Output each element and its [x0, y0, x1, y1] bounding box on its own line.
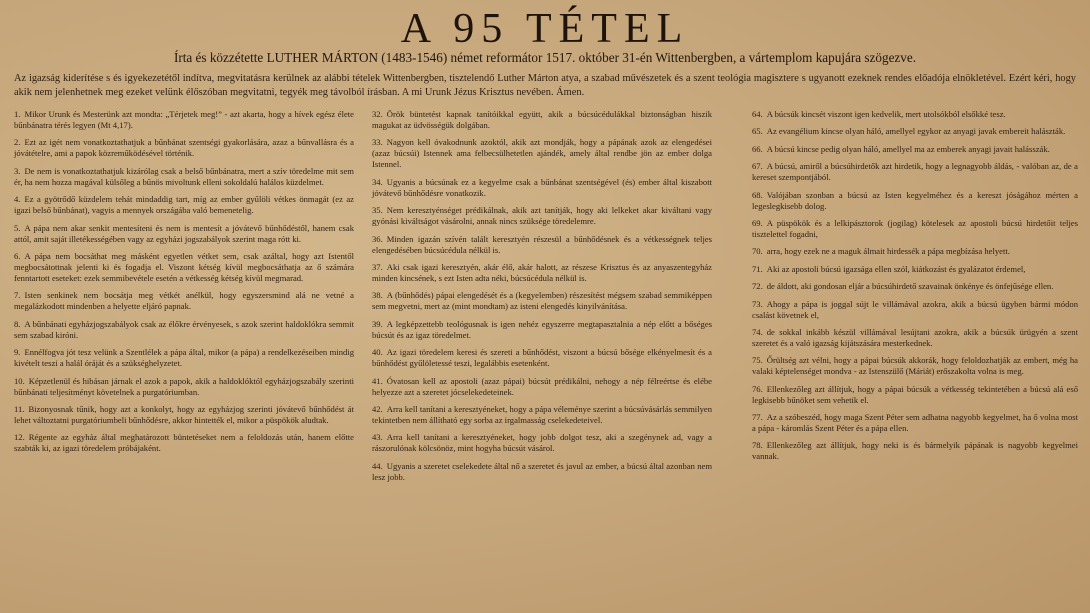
- thesis-item: [14, 223, 354, 245]
- thesis-item: [752, 109, 1078, 120]
- thesis-item: [752, 264, 1078, 275]
- thesis-text: Aki az apostoli búcsú igazsága ellen szól, kiátkozást és gyalázatot érdemel,: [766, 263, 1026, 274]
- thesis-number: 35.: [372, 205, 383, 216]
- thesis-number: 40.: [372, 347, 383, 358]
- thesis-text: de áldott, aki gondosan eljár a búcsúhirdető szavainak önkénye és önfejűsége ellen.: [766, 281, 1054, 292]
- thesis-number: 33.: [372, 137, 383, 148]
- thesis-text: Nem keresztyénséget prédikálnak, akik azt tanítják, hogy aki lelkeket akar kiváltani vagy gyónási kiváltságot vásárolni, annak nincs szüksége töredelemre.: [372, 205, 712, 227]
- thesis-item: [14, 194, 354, 216]
- thesis-text: Ellenkezőleg azt állítjuk, hogy neki is és bármelyik pápának is nagyobb kegyelmei vannak.: [752, 440, 1078, 462]
- thesis-item: [14, 432, 354, 454]
- thesis-text: Isten senkinek nem bocsátja meg vétkét anélkül, hogy egyszersmind alá ne vetné a megalázkodott mindenben a helyette eljáró papnak.: [14, 290, 354, 312]
- thesis-number: 1.: [14, 109, 21, 119]
- thesis-item: [372, 432, 712, 454]
- thesis-item: [752, 384, 1078, 406]
- thesis-number: 74.: [752, 326, 763, 337]
- thesis-text: Ezt az igét nem vonatkoztathatjuk a bűnbánat szentségi gyakorlására, azaz a bűnvallásra és a jóvátételre, ami a papok közreműködésével történik.: [14, 137, 354, 159]
- thesis-item: [14, 376, 354, 398]
- thesis-item: [372, 290, 712, 312]
- thesis-item: [372, 376, 712, 398]
- thesis-text: Aki csak igazi keresztyén, akár élő, akár halott, az részese Krisztus és az anyaszentegyház minden kincsének, s ezt Isten adta néki, búcsúcédula nélkül is.: [372, 261, 712, 283]
- thesis-item: [372, 109, 712, 131]
- thesis-text: A pápa nem bocsáthat meg másként egyetlen vétket sem, csak azáltal, hogy azt Istentől megbocsátottnak jelenti ki és fogadja el. Viszont kétség kívül megbocsáthatja az ő számára fenntartott eseteket: ezek semmibevétele esetén a vétkesség kétség kívül megmarad.: [14, 250, 354, 283]
- thesis-number: 71.: [752, 263, 763, 274]
- thesis-text: Minden igazán szívén talált keresztyén részesül a bűnhődésnek és a vétkességnek teljes elengedésében búcsúcédula nélkül is.: [372, 233, 712, 255]
- thesis-text: Ugyanis a búcsúnak ez a kegyelme csak a bűnbánat szentségével (és) ember által kiszabott jóvátevő bűnhődésre vonatkozik.: [372, 176, 712, 198]
- thesis-number: 42.: [372, 403, 383, 414]
- thesis-number: 76.: [752, 383, 763, 394]
- thesis-text: Bizonyosnak tűnik, hogy azt a konkolyt, hogy az egyházjog szerinti jóvátevő bűnhődést át lehet változtatni purgatóriumbeli bűnhődésre, akkor hintették el, mikor a püspökök aludtak.: [14, 403, 354, 425]
- thesis-number: 10.: [14, 375, 25, 386]
- thesis-number: 34.: [372, 176, 383, 187]
- thesis-item: [752, 218, 1078, 240]
- thesis-column-2: [372, 109, 712, 489]
- thesis-text: A legképzettebb teológusnak is igen nehéz egyszerre megtapasztalnia a nép előtt a bőséges búcsút és az igaz töredelmet.: [372, 318, 712, 340]
- thesis-text: A bűnbánati egyházjogszabályok csak az élőkre érvényesek, s azok szerint haldoklókra semmit sem szabad kiróni.: [14, 318, 354, 340]
- thesis-number: 2.: [14, 137, 21, 148]
- thesis-item: [372, 319, 712, 341]
- thesis-text: A búcsú kincse pedig olyan háló, amellyel ma az emberek anyagi javait halásszák.: [766, 143, 1050, 154]
- thesis-item: [14, 109, 354, 131]
- thesis-text: de sokkal inkább készül villámával lesújtani azokra, akik a búcsúk ürügyén a szent szeretet és a való igazság kijátszására mesterkednek.: [752, 326, 1078, 348]
- thesis-item: [14, 290, 354, 312]
- thesis-item: [372, 234, 712, 256]
- thesis-number: 11.: [14, 403, 25, 414]
- thesis-number: 72.: [752, 281, 763, 292]
- thesis-number: 68.: [752, 189, 763, 200]
- thesis-item: [372, 347, 712, 369]
- thesis-text: De nem is vonatkoztathatjuk kizárólag csak a belső bűnbánatra, mert a szív töredelme mit sem ér, ha nem hozza magával külsőleg a bűnös mivoltunk elleni sokoldalú halálos küzdelmet.: [14, 165, 354, 187]
- thesis-item: [14, 319, 354, 341]
- intro-paragraph: Az igazság kiderítése s és igyekezetétől indítva, megvitatásra kerülnek az alábbi tételek Wittenbergben, tisztelendő Luther Márton atya, a szabad művészetek és a szent teológia magisztere s ugyanott ezeknek rendes előadója elnökletével. Ezért kéri, hogy akik nem jelenhetnek meg ezeket velünk élőszóban megvitatni, tegyék meg távolból írásban. A mi Urunk Jézus Krisztus nevében. Ámen.: [14, 73, 1076, 98]
- thesis-number: 65.: [752, 126, 763, 137]
- thesis-number: 64.: [752, 109, 763, 119]
- thesis-number: 3.: [14, 165, 21, 176]
- thesis-text: Őrültség azt vélni, hogy a pápai búcsúk akkorák, hogy feloldozhatják az embert, még ha valaki képtelenséget mondva - az Istenszülő (Máriát) erőszakolta volna is meg.: [752, 355, 1078, 377]
- thesis-item: [372, 137, 712, 170]
- thesis-item: [372, 461, 712, 483]
- thesis-number: 70.: [752, 246, 763, 257]
- thesis-text: Valójában szonban a búcsú az Isten kegyelméhez és a kereszt jóságához mérten a legeslegkisebb dolog.: [752, 189, 1078, 211]
- thesis-number: 43.: [372, 432, 383, 443]
- page-title: A 95 TÉTEL: [400, 6, 690, 52]
- thesis-text: Az evangélium kincse olyan háló, amellyel egykor az anyagi javak embereit halászták.: [766, 126, 1066, 137]
- thesis-number: 39.: [372, 318, 383, 329]
- thesis-item: [14, 166, 354, 188]
- thesis-item: [372, 262, 712, 284]
- thesis-number: 9.: [14, 347, 21, 358]
- thesis-item: [752, 144, 1078, 155]
- thesis-text: Arra kell tanítani a keresztyéneket, hogy jobb dolgot tesz, aki a szegénynek ad, vagy a rászorulónak kölcsönöz, mint hogyha búcsút vásárol.: [372, 432, 712, 454]
- thesis-item: [14, 251, 354, 284]
- thesis-text: Ez a gyötrődő küzdelem tehát mindaddig tart, míg az ember gyűlöli vétkes önmagát (ez az igazi belső bűnbánat), vagyis a mennyek országába való bemenetelig.: [14, 194, 354, 216]
- thesis-number: 41.: [372, 375, 383, 386]
- thesis-item: [372, 177, 712, 199]
- thesis-item: [752, 299, 1078, 321]
- thesis-text: A pápa nem akar senkit mentesíteni és nem is mentesít a jóvátevő bűnhődéstől, hanem csak attól, amit saját illetékességében vagy az egyházi jogszabályok szerint maga rótt ki.: [14, 222, 354, 244]
- thesis-text: Örök büntetést kapnak tanítóikkal együtt, akik a búcsúcédulákkal biztonságban hiszik magukat az üdvösségük dolgában.: [372, 109, 712, 130]
- thesis-number: 6.: [14, 250, 21, 261]
- thesis-number: 7.: [14, 290, 21, 301]
- thesis-number: 8.: [14, 318, 21, 329]
- thesis-item: [372, 404, 712, 426]
- thesis-text: Az igazi töredelem keresi és szereti a bűnhődést, viszont a búcsú bősége elkényelmesít és a bűnhődést gyűlöletessé teszi, legalábbis esetenként.: [372, 347, 712, 369]
- thesis-item: [752, 327, 1078, 349]
- thesis-text: Régente az egyház által meghatározott büntetéseket nem a feloldozás után, hanem előtte szabták ki, az igazi töredelem próbájaként.: [14, 432, 354, 454]
- thesis-number: 75.: [752, 355, 763, 366]
- thesis-text: A búcsúk kincsét viszont igen kedvelik, mert utolsókból elsőkké tesz.: [766, 109, 1006, 119]
- thesis-item: [752, 190, 1078, 212]
- thesis-number: 77.: [752, 412, 763, 423]
- thesis-number: 32.: [372, 109, 383, 119]
- thesis-text: Óvatosan kell az apostoli (azaz pápai) búcsút prédikálni, nehogy a nép félreértse és elébe helyezze azt a szeretet jócselekedeteinek.: [372, 375, 712, 397]
- thesis-number: 36.: [372, 233, 383, 244]
- thesis-item: [372, 205, 712, 227]
- thesis-item: [14, 137, 354, 159]
- page-subtitle: Írta és közzétette LUTHER MÁRTON (1483-1546) német reformátor 1517. október 31-én Wittenbergben, a vártemplom kapujára szögezve.: [173, 50, 917, 65]
- thesis-text: Ugyanis a szeretet cselekedete által nő a szeretet és javul az ember, a búcsú által azonban nem lesz jobb.: [372, 460, 712, 482]
- thesis-item: [752, 355, 1078, 377]
- thesis-column-1: [14, 109, 354, 461]
- thesis-item: [752, 246, 1078, 257]
- thesis-item: [14, 347, 354, 369]
- thesis-number: 38.: [372, 290, 383, 301]
- thesis-text: A búcsú, amiről a búcsúhirdetők azt hirdetik, hogy a legnagyobb áldás, - valóban az, de a kereset szempontjából.: [752, 161, 1078, 183]
- thesis-item: [752, 161, 1078, 183]
- thesis-item: [752, 440, 1078, 462]
- thesis-text: Nagyon kell óvakodnunk azoktól, akik azt mondják, hogy a pápának azok az elengedései (azaz búcsúi) Istennek ama felbecsülhetetlen ajándék, amely által rendbe jön az ember dolga Istennel.: [372, 137, 712, 170]
- thesis-number: 37.: [372, 261, 383, 272]
- thesis-column-3: [752, 109, 1078, 469]
- thesis-text: Ellenkezőleg azt állítjuk, hogy a pápai búcsúk a vétkesség tekintetében a búcsú alá eső legkisebb bűnöket sem vehetik el.: [752, 383, 1078, 405]
- thesis-number: 4.: [14, 194, 21, 205]
- thesis-number: 44.: [372, 460, 383, 471]
- thesis-item: [752, 126, 1078, 137]
- thesis-text: arra, hogy ezek ne a maguk álmait hirdessék a pápa megbízása helyett.: [766, 246, 1010, 257]
- thesis-text: Képzetlenül és hibásan járnak el azok a papok, akik a haldoklóktól egyházjogszabály szerinti bűnbánati teljesítményt követelnek a purgatóriumban.: [14, 375, 354, 397]
- thesis-text: A (bűnhődés) pápai elengedését és a (kegyelemben) részesítést mégsem szabad semmiképpen sem megvetni, mert az (mint mondtam) az isteni elengedés kinyilvánítása.: [372, 290, 712, 312]
- thesis-number: 69.: [752, 217, 763, 228]
- thesis-item: [752, 281, 1078, 292]
- thesis-number: 12.: [14, 432, 25, 443]
- thesis-number: 67.: [752, 161, 763, 172]
- thesis-number: 73.: [752, 298, 763, 309]
- thesis-text: Arra kell tanítani a keresztyéneket, hogy a pápa véleménye szerint a búcsúvásárlás semmilyen tekintetben nem állítható egy sorba az irgalmasság cselekedeteivel.: [372, 403, 712, 425]
- thesis-number: 78.: [752, 440, 763, 451]
- thesis-text: Ahogy a pápa is joggal sújt le villámával azokra, akik a búcsú ügyben bármi módon csalást követnek el,: [752, 298, 1078, 320]
- thesis-item: [752, 412, 1078, 434]
- thesis-text: Mikor Urunk és Mesterünk azt mondta: „Térjetek meg!” - azt akarta, hogy a hívek egész élete bűnbánatra térés legyen (Mt 4,17).: [14, 109, 354, 130]
- thesis-text: Ennélfogva jót tesz velünk a Szentlélek a pápa által, mikor (a pápa) a rendelkezéseiben mindig kivételt teszi a halál óráját és a szükséghelyzetet.: [14, 347, 354, 369]
- thesis-item: [14, 404, 354, 426]
- thesis-number: 5.: [14, 222, 21, 233]
- thesis-text: Az a szóbeszéd, hogy maga Szent Péter sem adhatna nagyobb kegyelmet, ha ő volna most a pápa - káromlás Szent Péter és a pápa ellen.: [752, 412, 1078, 434]
- thesis-text: A püspökök és a lelkipásztorok (jogilag) kötelesek az apostoli búcsú hirdetőit teljes tisztelettel fogadni,: [752, 217, 1078, 239]
- thesis-number: 66.: [752, 143, 763, 154]
